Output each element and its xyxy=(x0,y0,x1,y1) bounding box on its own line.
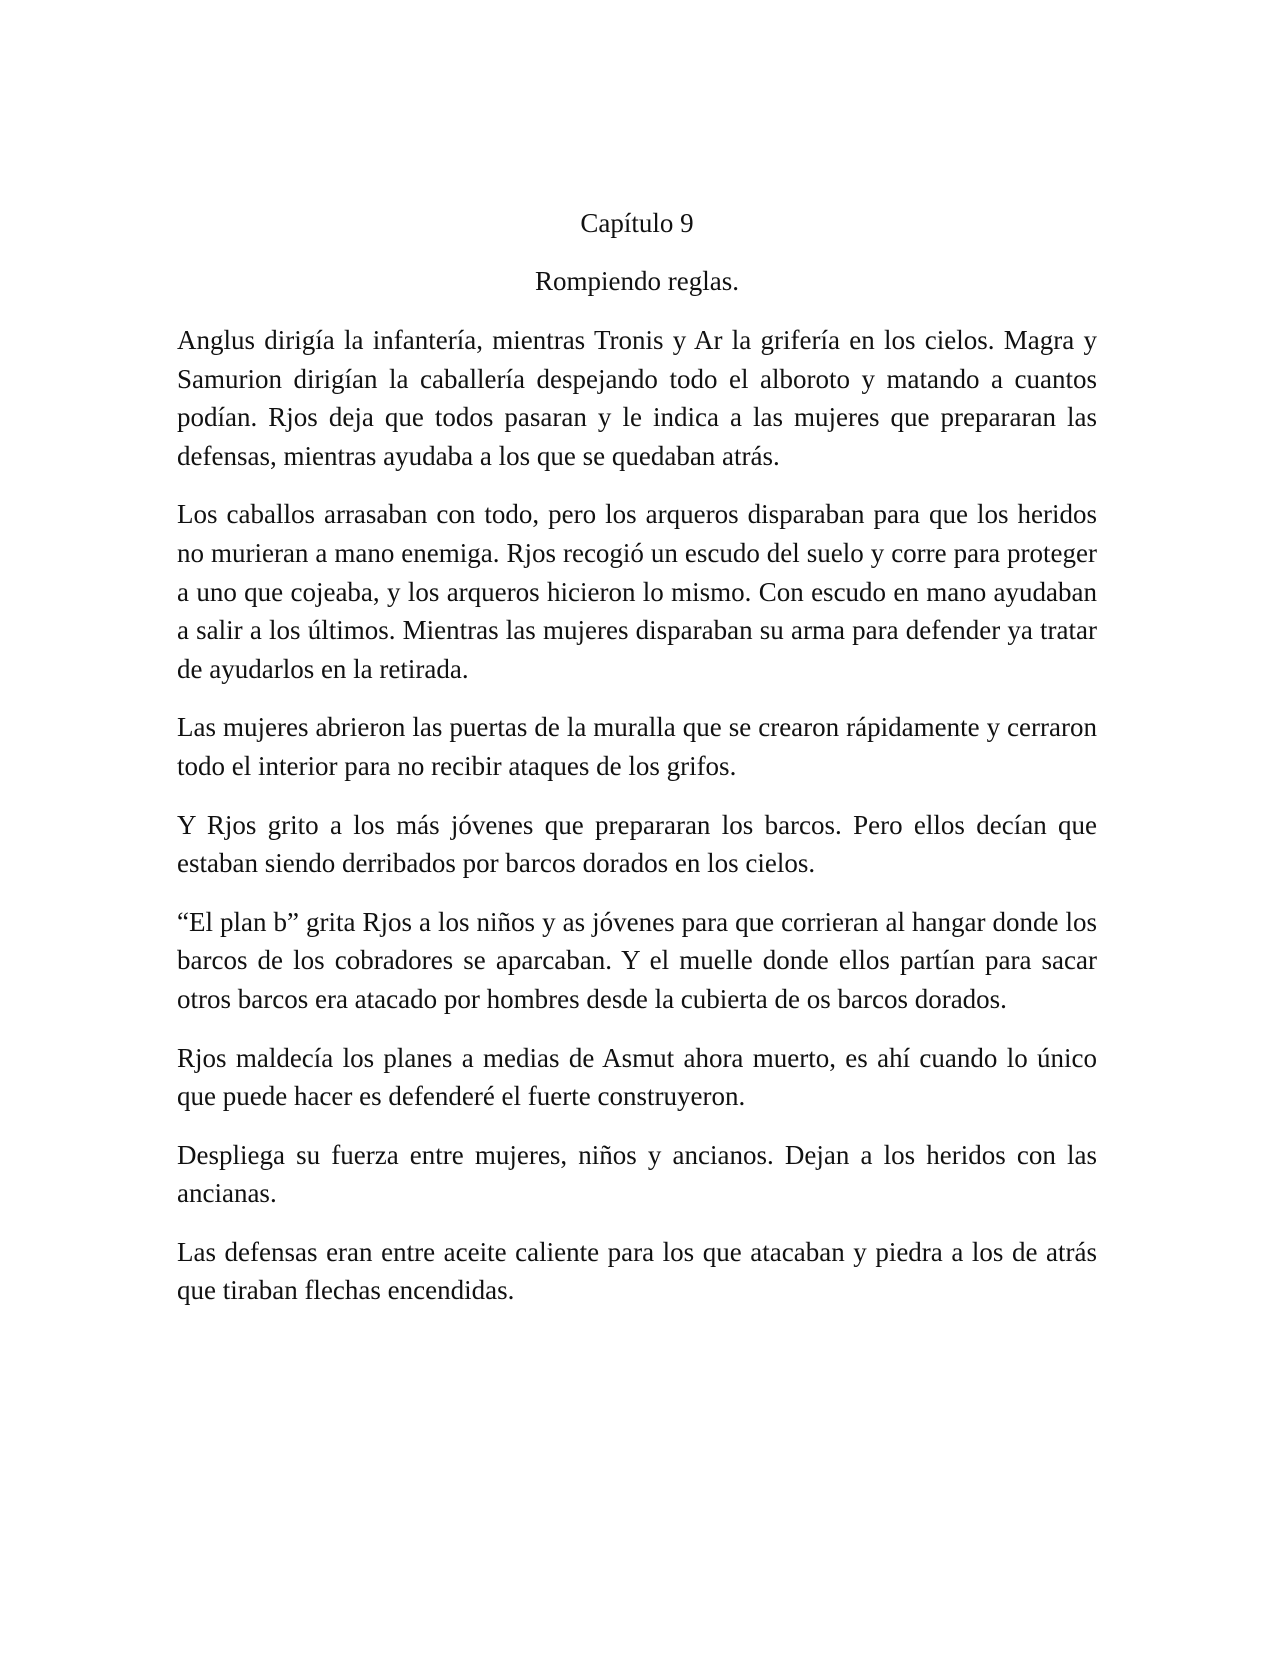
paragraph: Rjos maldecía los planes a medias de Asmut ahora muerto, es ahí cuando lo único que puede hacer es defenderé el fuerte construyeron. xyxy=(177,1042,1097,1112)
paragraph: Las defensas eran entre aceite caliente para los que atacaban y piedra a los de atrás que tiraban flechas encendidas. xyxy=(177,1236,1097,1306)
page-content xyxy=(177,203,1097,1310)
paragraph: Las mujeres abrieron las puertas de la muralla que se crearon rápidamente y cerraron todo el interior para no recibir ataques de los grifos. xyxy=(177,712,1097,781)
paragraph: Los caballos arrasaban con todo, pero los arqueros disparaban para que los heridos no murieran a mano enemiga. Rjos recogió un escudo del suelo y corre para proteger a uno que cojeaba, y los arqueros hicieron lo mismo. Con escudo en mano ayudaban a salir a los últimos. Mientras las mujeres disparaban su arma para defender ya tratar de ayudarlos en la retirada. xyxy=(177,499,1097,684)
paragraph: Anglus dirigía la infantería, mientras Tronis y Ar la grifería en los cielos. Magra y Samurion dirigían la caballería despejando todo el alboroto y matando a cuantos podían. Rjos deja que todos pasaran y le indica a las mujeres que prepararan las defensas, mientras ayudaba a los que se quedaban atrás. xyxy=(177,325,1097,471)
paragraph: “El plan b” grita Rjos a los niños y as jóvenes para que corrieran al hangar donde los barcos de los cobradores se aparcaban. Y el muelle donde ellos partían para sacar otros barcos era atacado por hombres desde la cubierta de os barcos dorados. xyxy=(177,906,1097,1014)
chapter-subtitle: Rompiendo reglas. xyxy=(535,266,739,296)
chapter-title: Capítulo 9 xyxy=(580,208,694,238)
paragraph: Y Rjos grito a los más jóvenes que prepararan los barcos. Pero ellos decían que estaban siendo derribados por barcos dorados en los cielos. xyxy=(177,809,1097,879)
paragraph: Despliega su fuerza entre mujeres, niños y ancianos. Dejan a los heridos con las ancianas. xyxy=(177,1139,1097,1209)
